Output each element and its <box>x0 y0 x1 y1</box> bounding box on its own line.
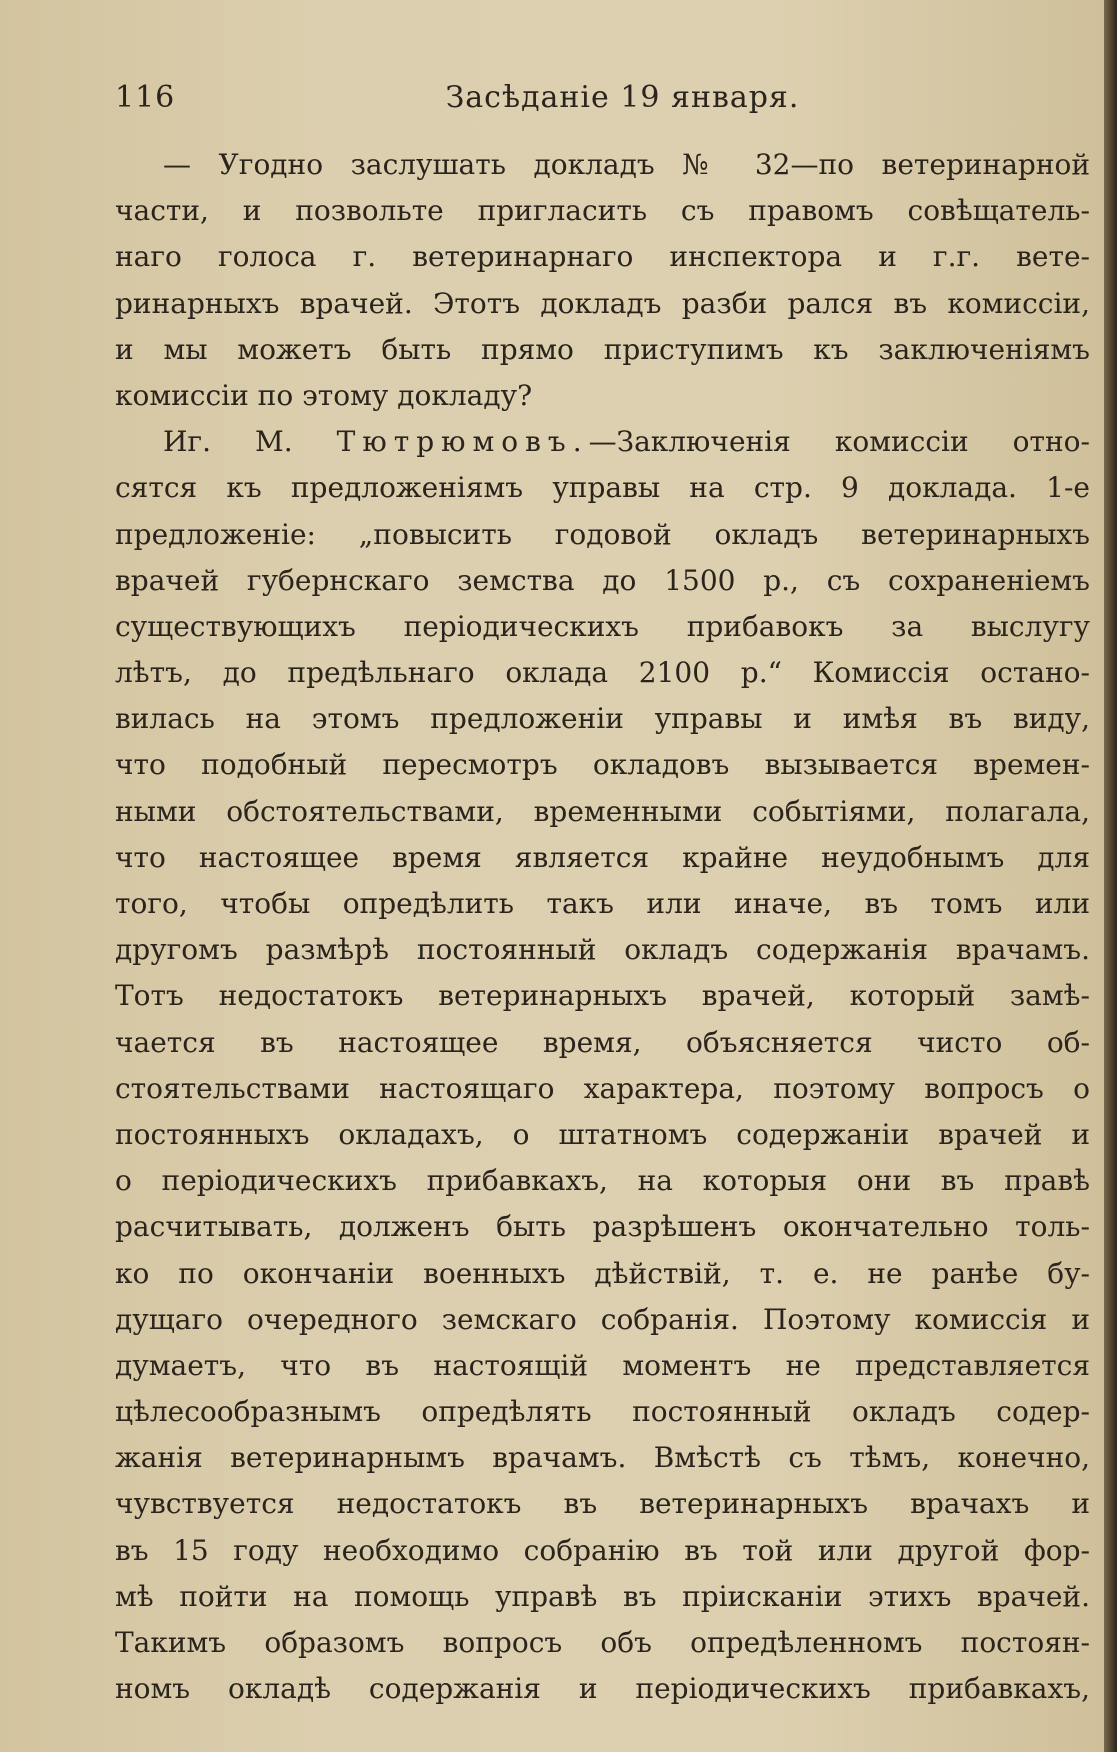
text-line: о періодическихъ прибавкахъ, на которыя они въ правѣ <box>115 1164 1090 1198</box>
text-line: существующихъ періодическихъ прибавокъ за выслугу <box>115 609 1090 643</box>
text-line: другомъ размѣрѣ постоянный окладъ содержанія врачамъ. <box>115 933 1090 967</box>
text-line: вилась на этомъ предложеніи управы и имѣя въ виду, <box>115 702 1090 736</box>
text-line: — Угодно заслушать докладъ № 32—по ветеринарной <box>163 148 1090 181</box>
text-line: ными обстоятельствами, временными событіями, полагала, <box>115 794 1090 828</box>
text-line: Тотъ недостатокъ ветеринарныхъ врачей, который замѣ- <box>115 979 1090 1013</box>
text-line: того, чтобы опредѣлить такъ или иначе, въ томъ или <box>115 887 1090 920</box>
speaker-initials: Иг. М. <box>163 425 293 459</box>
text-line: что настоящее время является крайне неудобнымъ для <box>115 840 1090 874</box>
text-line: чувствуется недостатокъ въ ветеринарныхъ врачахъ и <box>115 1487 1090 1521</box>
text-line: мѣ пойти на помощь управѣ въ пріисканіи этихъ врачей. <box>115 1579 1090 1613</box>
text-line: ко по окончаніи военныхъ дѣйствій, т. е. не ранѣе бу- <box>115 1256 1090 1290</box>
text-line: Такимъ образомъ вопросъ объ опредѣленномъ постоян- <box>115 1626 1090 1659</box>
text-line: въ 15 году необходимо собранію въ той или другой фор- <box>115 1533 1090 1567</box>
text-line: цѣлесообразнымъ опредѣлять постоянный окладъ содер- <box>115 1395 1090 1429</box>
text-line: дущаго очередного земскаго собранія. Поэтому комиссія и <box>115 1302 1090 1336</box>
text-line: чается въ настоящее время, объясняется чисто об- <box>115 1025 1090 1059</box>
page-number: 116 <box>115 80 176 115</box>
text-line: номъ окладѣ содержанія и періодическихъ прибавкахъ, <box>115 1672 1090 1706</box>
text-line-fragment: —Заключенія комиссіи отно- <box>588 425 1090 459</box>
speaker-line <box>115 419 1090 465</box>
text-line: сятся къ предложеніямъ управы на стр. 9 доклада. 1-е <box>115 471 1090 505</box>
running-head <box>115 80 1090 124</box>
text-line: жанія ветеринарнымъ врачамъ. Вмѣстѣ съ тѣмъ, конечно, <box>115 1441 1090 1475</box>
text-line: врачей губернскаго земства до 1500 р., съ сохраненіемъ <box>115 563 1090 597</box>
text-line: предложеніе: „повысить годовой окладъ ветеринарныхъ <box>115 517 1090 551</box>
text-line: что подобный пересмотръ окладовъ вызывается времен- <box>115 748 1090 782</box>
text-line: комиссіи по этому докладу? <box>115 378 533 412</box>
text-line: стоятельствами настоящаго характера, поэтому вопросъ о <box>115 1071 1090 1105</box>
header-title: Засѣданіе 19 января. <box>445 80 800 115</box>
text-line: расчитывать, долженъ быть разрѣшенъ окончательно толь- <box>115 1210 1090 1244</box>
speaker-surname: Тютрюмовъ. <box>336 425 589 459</box>
text-line: и мы можетъ быть прямо приступимъ къ заключеніямъ <box>115 332 1090 366</box>
page-edge-shadow <box>1104 0 1117 1752</box>
text-line: думаетъ, что въ настоящій моментъ не представляется <box>115 1348 1090 1382</box>
text-line: лѣтъ, до предѣльнаго оклада 2100 р.“ Комиссія остано- <box>115 656 1090 690</box>
text-line: постоянныхъ окладахъ, о штатномъ содержаніи врачей и <box>115 1117 1090 1151</box>
text-line: ринарныхъ врачей. Этотъ докладъ разби рался въ комиссіи, <box>115 286 1090 320</box>
body-text <box>115 142 1090 1712</box>
text-line: наго голоса г. ветеринарнаго инспектора и г.г. вете- <box>115 240 1090 274</box>
text-line: части, и позвольте пригласить съ правомъ совѣщатель- <box>115 194 1090 228</box>
